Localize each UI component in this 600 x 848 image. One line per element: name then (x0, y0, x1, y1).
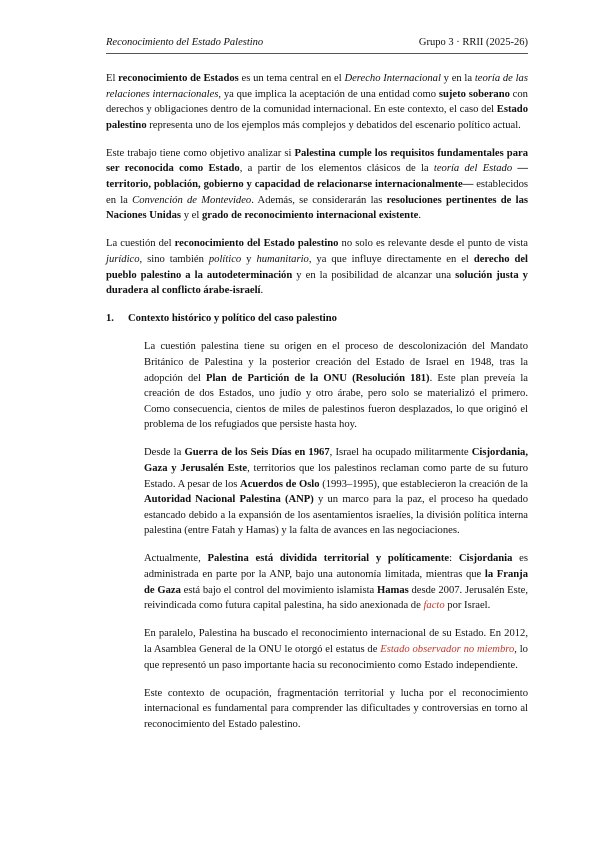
paragraph-occupation: Desde la Guerra de los Seis Días en 1967, Israel ha ocupado militarmente Cisjordania, Gaza y Jerusalén Este, territorios que los palestinos reclaman como parte de su futuro Estado. A pesar de los Acuerdos de Oslo (1993–1995), que establecieron la creación de la Autoridad Nacional Palestina (ANP) y un marco para la paz, el proceso ha quedado estancado debido a la expansión de los asentamientos israelíes, la división política interna palestina (entre Fatah y Hamas) y la falta de avances en las negociaciones. (144, 447, 528, 537)
header-group: Grupo 3 · RRII (2025-26) (418, 37, 528, 48)
document-body (106, 71, 528, 745)
section-content (106, 339, 528, 732)
running-header (106, 37, 528, 48)
paragraph-recognition: En paralelo, Palestina ha buscado el reconocimiento internacional de su Estado. En 2012, la Asamblea General de la ONU le otorgó el estatus de Estado observador no miembro, lo que representó un paso importante hacia su reconocimiento como Estado independiente. (144, 628, 528, 671)
header-title: Reconocimiento del Estado Palestino (106, 37, 264, 48)
paragraph-intro: El reconocimiento de Estados es un tema central en el Derecho Internacional y en la teoría de las relaciones internacionales, ya que implica la aceptación de una entidad como sujeto soberano con derechos y obligaciones dentro de la comunidad internacional. En este contexto, el caso del Estado palestino representa uno de los ejemplos más complejos y debatidos del escenario político actual. (106, 73, 528, 131)
paragraph-relevance: La cuestión del reconocimiento del Estado palestino no solo es relevante desde el punto de vista jurídico, sino también político y humanitario, ya que influye directamente en el derecho del pueblo palestino a la autodeterminación y en la posibilidad de alcanzar una solución justa y duradera al conflicto árabe-israelí. (106, 238, 529, 297)
highlight-facto: facto (423, 600, 445, 612)
paragraph-conclusion: Este contexto de ocupación, fragmentación territorial y lucha por el reconocimiento internacional es fundamental para comprender las dificultades y controversias en torno al reconocimiento del Estado palestino. (144, 687, 528, 730)
paragraph-origin: La cuestión palestina tiene su origen en el proceso de descolonización del Mandato Británico de Palestina y la posterior creación del Estado de Israel en 1948, tras la adopción del Plan de Partición de la ONU (Resolución 181). Este plan preveía la creación de dos Estados, uno judío y otro árabe, pero solo se materializó el primero. Como consecuencia, cientos de miles de palestinos fueron desplazados, lo que originó el problema de los refugiados que persiste hasta hoy. (144, 341, 528, 431)
paragraph-objective: Este trabajo tiene como objetivo analizar si Palestina cumple los requisitos fundamentales para ser reconocida como Estado, a partir de los elementos clásicos de la teoría del Estado —territorio, población, gobierno y capacidad de relacionarse internacionalmente— establecidos en la Convención de Montevideo. Además, se considerarán las resoluciones pertinentes de las Naciones Unidas y el grado de reconocimiento internacional existente. (106, 147, 528, 222)
section-title: Contexto histórico y político del caso palestino (128, 313, 337, 325)
highlight-observer-status: Estado observador no miembro (380, 643, 515, 655)
paragraph-division: Actualmente, Palestina está dividida territorial y políticamente: Cisjordania es administrada en parte por la ANP, bajo una autonomía limitada, mientras que la Franja de Gaza está bajo el control del movimiento islamista Hamas desde 2007. Jerusalén Este, reivindicada como futura capital palestina, ha sido anexionada de facto por Israel. (144, 553, 528, 612)
section-number: 1. (106, 313, 114, 325)
header-rule (106, 53, 528, 54)
section-heading (106, 311, 528, 327)
